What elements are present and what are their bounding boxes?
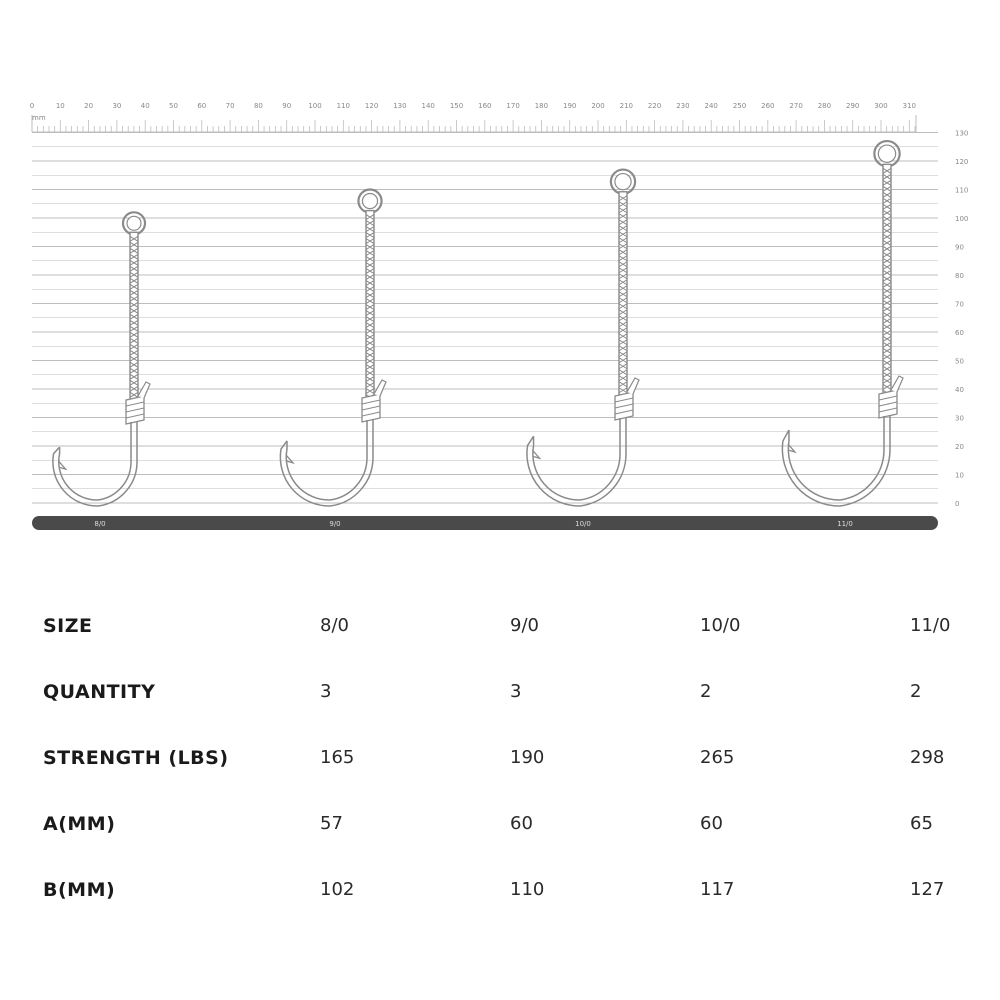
spec-cell: 60: [510, 813, 533, 834]
scale-tick-label: 60: [955, 329, 964, 337]
spec-row-label: STRENGTH (LBS): [43, 747, 229, 769]
size-bar: [32, 516, 938, 530]
hook-shank-outer: [53, 422, 137, 506]
ruler-tick-label: 160: [478, 102, 492, 110]
spec-cell: 10/0: [700, 615, 741, 636]
scale-tick-label: 20: [955, 443, 964, 451]
spec-cell: 298: [910, 747, 945, 768]
hook-barb: [286, 455, 293, 463]
spec-cell: 265: [700, 747, 735, 768]
spec-cell: 117: [700, 879, 735, 900]
ruler-tick-label: 280: [817, 102, 832, 110]
ruler-tick-label: 210: [619, 102, 633, 110]
assist-cord: [366, 211, 374, 398]
spec-cell: 190: [510, 747, 545, 768]
scale-tick-label: 40: [955, 386, 964, 394]
ruler-tick-label: 130: [393, 102, 407, 110]
size-bar-label: 8/0: [94, 520, 106, 528]
scale-tick-label: 50: [955, 357, 964, 366]
ruler-tick-label: 290: [846, 102, 860, 110]
spec-row-label: QUANTITY: [43, 681, 156, 703]
ruler-tick-label: 110: [336, 102, 350, 110]
hook-1: [53, 212, 150, 506]
ruler-tick-label: 10: [55, 102, 65, 110]
spec-row-label: B(MM): [43, 879, 116, 901]
hook-shank-inner: [788, 416, 884, 500]
hook-shank-outer: [782, 416, 890, 506]
ruler-tick-label: 170: [506, 102, 520, 110]
ruler-tick-label: 40: [140, 102, 150, 110]
ruler-tick-label: 180: [534, 102, 549, 110]
spec-row: [0, 747, 1000, 787]
hook-shank-outer: [527, 418, 626, 506]
ruler-tick-label: 0: [29, 102, 35, 110]
spec-cell: 3: [510, 681, 522, 702]
size-bar-label: 10/0: [575, 520, 591, 528]
ruler-tick-label: 150: [449, 102, 464, 110]
height-scale: [32, 130, 968, 509]
hook-4: [782, 141, 903, 506]
spec-cell: 102: [320, 879, 355, 900]
ruler-tick-label: 20: [84, 102, 94, 110]
hook-shank-inner: [533, 418, 620, 500]
scale-tick-label: 110: [955, 186, 969, 195]
ruler-tick-label: 220: [647, 102, 662, 110]
spec-row: [0, 615, 1000, 655]
scale-tick-label: 70: [955, 300, 964, 309]
spec-cell: 57: [320, 813, 343, 834]
mm-ruler: [30, 102, 916, 132]
hook-shank-inner: [59, 422, 131, 500]
hook-shank-outer: [280, 420, 373, 506]
ruler-tick-label: 270: [789, 102, 803, 110]
size-bar-background: [32, 516, 938, 530]
spec-cell: 110: [510, 879, 545, 900]
ruler-tick-label: 260: [761, 102, 775, 110]
spec-cell: 11/0: [910, 615, 951, 636]
ruler-tick-label: 230: [676, 102, 690, 110]
spec-row-label: A(MM): [43, 813, 116, 835]
ruler-tick-label: 100: [308, 102, 322, 110]
scale-tick-label: 30: [955, 414, 964, 423]
size-bar-label: 11/0: [837, 520, 853, 528]
spec-row: [0, 813, 1000, 853]
spec-cell: 127: [910, 879, 945, 900]
scale-tick-label: 0: [955, 500, 960, 508]
scale-tick-label: 90: [955, 243, 964, 252]
hook-2: [280, 190, 386, 507]
ruler-tick-label: 120: [364, 102, 379, 110]
ruler-tick-label: 140: [421, 102, 435, 110]
scale-tick-label: 10: [955, 471, 964, 480]
ruler-tick-label: 80: [253, 102, 263, 110]
spec-row-label: SIZE: [43, 615, 93, 637]
hook-barb: [59, 461, 66, 469]
spec-cell: 8/0: [320, 615, 349, 636]
ruler-tick-label: 310: [902, 102, 916, 110]
spec-cell: 2: [910, 681, 922, 702]
ruler-tick-label: 300: [874, 102, 888, 110]
ruler-unit-label: mm: [32, 114, 46, 122]
ruler-tick-label: 190: [563, 102, 577, 110]
ruler-tick-label: 240: [704, 102, 718, 110]
spec-cell: 9/0: [510, 615, 539, 636]
spec-cell: 2: [700, 681, 712, 702]
ruler-tick-label: 200: [591, 102, 605, 110]
spec-row: [0, 879, 1000, 919]
ruler-tick-label: 50: [169, 102, 178, 110]
scale-tick-label: 80: [955, 272, 964, 280]
ruler-tick-label: 60: [197, 102, 207, 110]
scale-tick-label: 100: [955, 215, 969, 223]
ruler-tick-label: 250: [732, 102, 747, 110]
scale-tick-label: 120: [955, 158, 969, 166]
hook-barb: [533, 450, 540, 458]
ruler-tick-label: 30: [112, 102, 122, 110]
spec-cell: 3: [320, 681, 332, 702]
size-bar-label: 9/0: [329, 520, 341, 528]
hook-illustrations: [53, 141, 903, 506]
ruler-tick-label: 70: [225, 102, 235, 110]
spec-row: [0, 681, 1000, 721]
scale-tick-label: 130: [955, 129, 969, 138]
spec-cell: 60: [700, 813, 723, 834]
hook-3: [527, 170, 639, 506]
spec-cell: 165: [320, 747, 355, 768]
ruler-tick-label: 90: [282, 102, 292, 110]
spec-cell: 65: [910, 813, 933, 834]
